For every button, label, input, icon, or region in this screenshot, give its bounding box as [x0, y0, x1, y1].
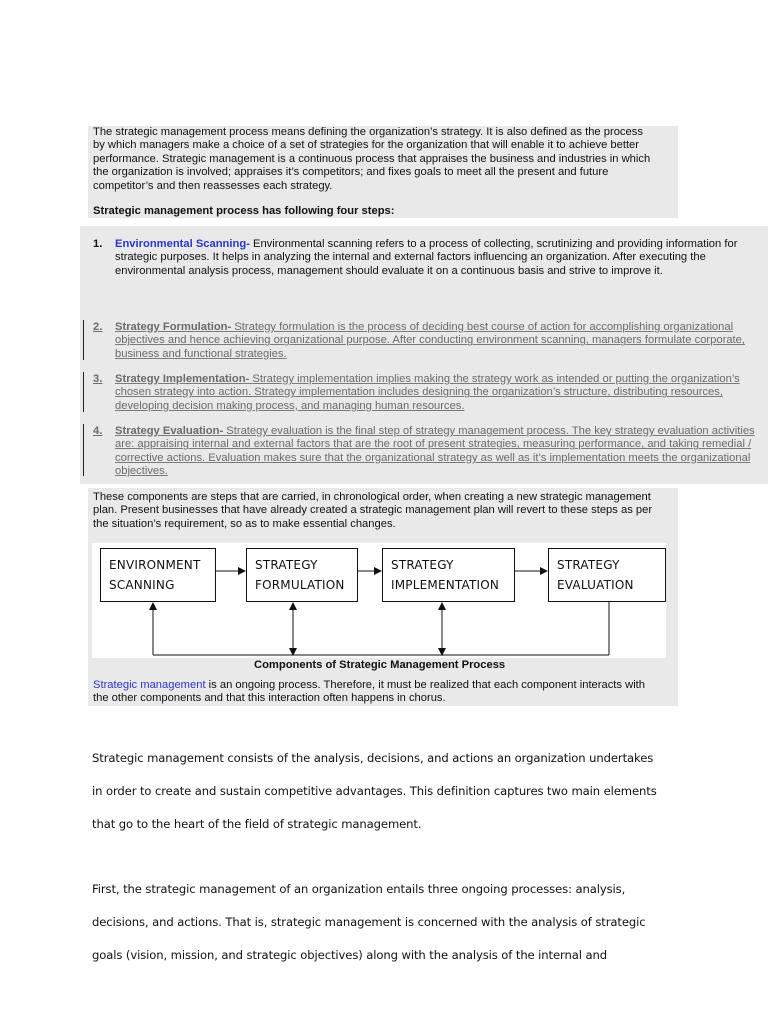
step-line: are: appraising internal and external factors that are the root of present strategies, measuring performance, and taking remedial /	[115, 438, 752, 451]
body-line: in order to create and sustain competitive advantages. This definition captures two main elements	[92, 784, 657, 798]
body-line: decisions, and actions. That is, strategic management is concerned with the analysis of strategic	[92, 915, 646, 929]
closing-line: the other components and that this interaction often happens in chorus.	[93, 692, 446, 705]
components-line: the situation’s requirement, so as to make essential changes.	[93, 517, 396, 530]
step-line: developing decision making process, and managing human resources.	[115, 399, 465, 412]
step-line: strategic purposes. It helps in analyzing the internal and external factors influencing an organization. After executing the	[115, 251, 706, 264]
intro-line: performance. Strategic management is a continuous process that appraises the business and industries in which	[93, 152, 651, 165]
intro-line: The strategic management process means defining the organization’s strategy. It is also defined as the process	[93, 126, 643, 138]
box-strategy-formulation	[246, 548, 358, 602]
step-line: environmental analysis process, management should evaluate it on a continuous basis and strive to improve it.	[115, 264, 663, 277]
step-term: Strategy Formulation-	[115, 321, 232, 333]
box-label: SCANNING	[109, 578, 175, 592]
box-strategy-implementation	[382, 548, 515, 602]
step-line: Environmental scanning refers to a process of collecting, scrutinizing and providing information for	[249, 238, 738, 250]
step-line: chosen strategy into action. Strategy implementation includes designing the organization’s structure, distributing resources,	[115, 386, 723, 399]
box-environment-scanning	[100, 548, 216, 602]
step-number: 3.	[93, 373, 103, 385]
step-number: 1.	[93, 238, 103, 250]
step-line: Strategy evaluation is the final step of strategy management process. The key strategy evaluation activities	[223, 425, 755, 437]
box-label: ENVIRONMENT	[109, 558, 201, 572]
intro-line: the organization is involved; appraises it’s competitors; and fixes goals to meet all the present and future	[93, 166, 609, 179]
step-line: Strategy implementation implies making the strategy work as intended or putting the organization’s	[249, 373, 740, 385]
body-line: First, the strategic management of an organization entails three ongoing processes: analysis,	[92, 882, 626, 896]
step-line: Strategy formulation is the process of deciding best course of action for accomplishing organizational	[231, 321, 734, 333]
step-line: objectives and hence achieving organizational purpose. After conducting environment scanning, managers formulate corporate,	[115, 334, 745, 347]
box-label: STRATEGY	[557, 558, 620, 572]
box-strategy-evaluation	[548, 548, 666, 602]
body-line: goals (vision, mission, and strategic objectives) along with the analysis of the internal and	[92, 948, 607, 962]
step-term: Environmental Scanning-	[115, 238, 250, 250]
step-term: Strategy Evaluation-	[115, 425, 224, 437]
step-term: Strategy Implementation-	[115, 373, 250, 385]
box-label: FORMULATION	[255, 578, 345, 592]
closing-line: is an ongoing process. Therefore, it must be realized that each component interacts with	[205, 679, 646, 691]
body-line: Strategic management consists of the analysis, decisions, and actions an organization undertakes	[92, 751, 654, 765]
step-number: 2.	[93, 321, 103, 333]
box-label: IMPLEMENTATION	[391, 578, 500, 592]
closing-paragraph	[93, 679, 683, 706]
step-number: 4.	[93, 425, 103, 437]
box-label: EVALUATION	[557, 578, 634, 592]
intro-line: competitor’s and then reassesses each strategy.	[93, 179, 333, 192]
steps-heading: Strategic management process has following four steps:	[93, 205, 395, 217]
step-line: objectives.	[115, 465, 168, 478]
box-label: STRATEGY	[391, 558, 454, 572]
components-line: plan. Present businesses that have already created a strategic management plan will revert to these steps as per	[93, 504, 653, 517]
step-line: corrective actions. Evaluation makes sure that the organizational strategy as well as it’s implementation meets the organizational	[115, 451, 751, 464]
intro-line: by which managers make a choice of a set of strategies for the organization that will enable it to achieve better	[93, 139, 640, 152]
box-label: STRATEGY	[255, 558, 318, 572]
diagram-caption: Components of Strategic Management Process	[254, 659, 506, 671]
step-line: business and functional strategies.	[115, 347, 287, 360]
components-line: These components are steps that are carried, in chronological order, when creating a new strategic management	[93, 491, 651, 503]
strategic-management-link[interactable]: Strategic management	[93, 679, 206, 691]
body-line: that go to the heart of the field of strategic management.	[92, 817, 422, 831]
